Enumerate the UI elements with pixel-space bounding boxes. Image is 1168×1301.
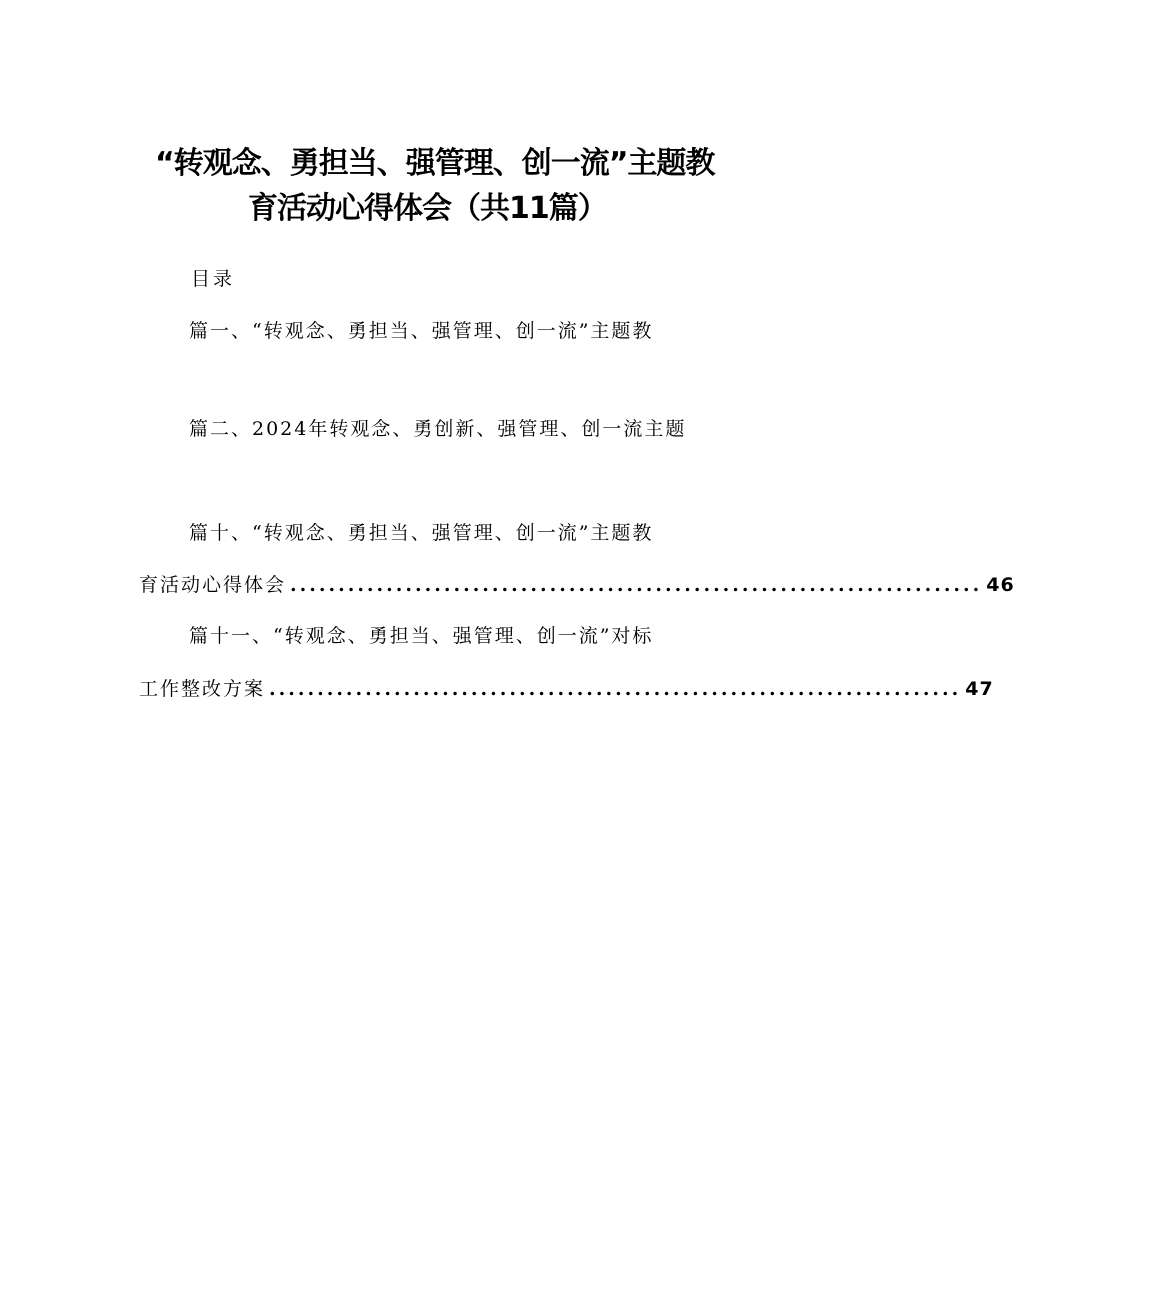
dot-leader: ........................................................................ (290, 574, 983, 596)
toc-entry-label: 育活动心得体会 (139, 574, 287, 596)
toc-entry-10-line-1[interactable]: 篇十、“转观念、勇担当、强管理、创一流”主题教 (189, 522, 654, 544)
dot-leader: ........................................................................ (269, 678, 962, 700)
toc-entry-2[interactable]: 篇二、2024年转观念、勇创新、强管理、创一流主题 (189, 418, 687, 440)
toc-entry-11-line-2[interactable] (139, 674, 994, 701)
page-number: 46 (986, 574, 1015, 596)
toc-entry-10-line-2[interactable] (139, 570, 1015, 597)
page-number: 47 (965, 678, 994, 700)
toc-entry-11-line-1[interactable]: 篇十一、“转观念、勇担当、强管理、创一流”对标 (189, 625, 654, 647)
document-title-line-1: “转观念、勇担当、强管理、创一流”主题教 (155, 146, 715, 181)
document-title-line-2: 育活动心得体会（共11篇） (248, 191, 607, 226)
toc-entry-1[interactable]: 篇一、“转观念、勇担当、强管理、创一流”主题教 (189, 320, 654, 342)
toc-heading: 目录 (191, 268, 236, 290)
toc-entry-label: 工作整改方案 (139, 678, 266, 700)
